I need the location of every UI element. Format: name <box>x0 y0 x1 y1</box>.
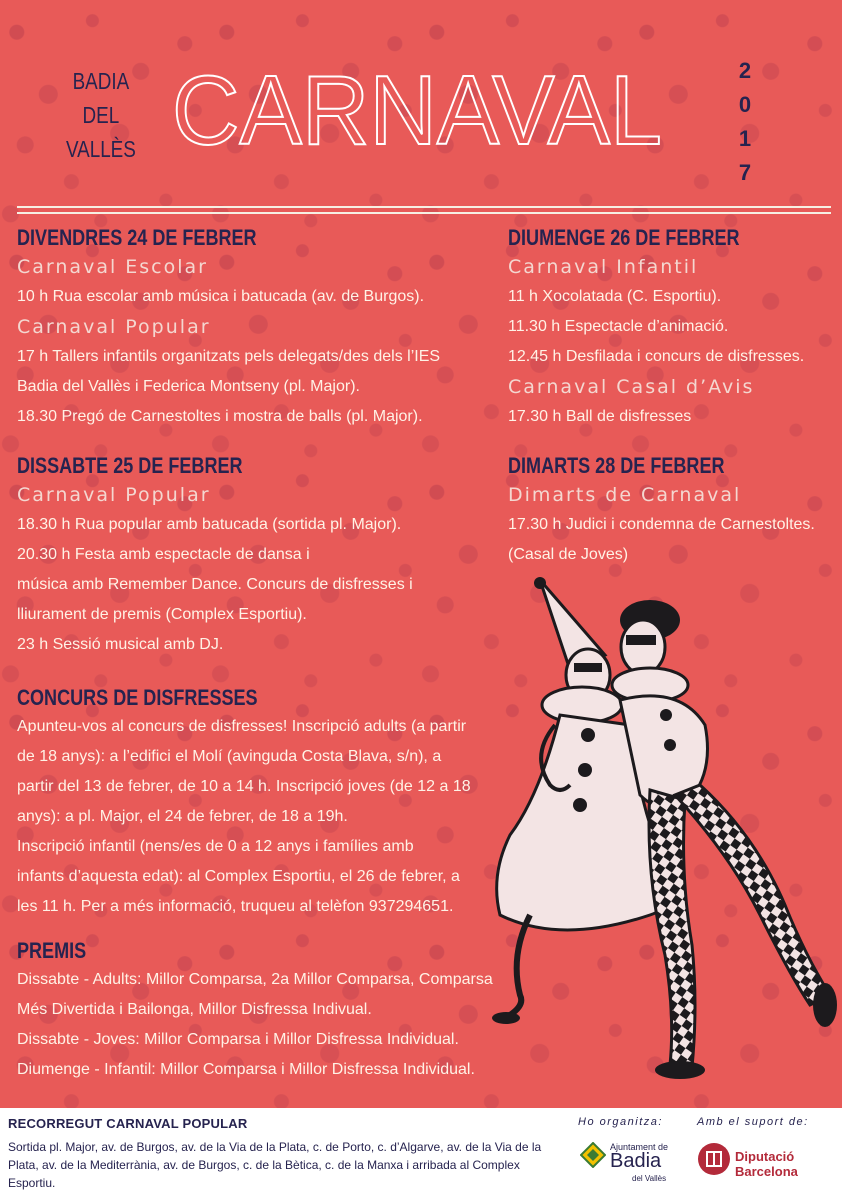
organizer-label: Ho organitza: <box>578 1116 663 1128</box>
support-label: Amb el suport de: <box>697 1116 809 1128</box>
year-digit: 0 <box>738 92 752 117</box>
footer <box>0 1108 842 1191</box>
support-line-2: Barcelona <box>735 1164 798 1179</box>
prizes <box>17 937 493 1085</box>
town-line-3: VALLÈS <box>65 136 136 162</box>
day-heading: DIVENDRES 24 DE FEBRER <box>17 225 257 250</box>
divider-bottom <box>17 212 831 214</box>
day-tuesday <box>508 452 815 570</box>
event-line: 17.30 h Ball de disfresses <box>508 408 692 425</box>
contest-line: les 11 h. Per a més informació, truqueu al telèfon 937294651. <box>17 898 454 915</box>
contest-heading: CONCURS DE DISFRESSES <box>17 685 258 710</box>
event-line: 17 h Tallers infantils organitzats pels delegats/des dels l’IES <box>17 348 441 365</box>
day-heading: DIUMENGE 26 DE FEBRER <box>508 225 740 250</box>
year-digit: 7 <box>738 160 752 185</box>
event-subheading: Carnaval Popular <box>17 316 211 338</box>
event-line: 10 h Rua escolar amb música i batucada (av. de Burgos). <box>17 288 425 305</box>
contest-line: Apunteu-vos al concurs de disfresses! Inscripció adults (a partir <box>17 718 467 735</box>
day-heading: DIMARTS 28 DE FEBRER <box>508 453 725 478</box>
diputacio-barcelona-logo <box>697 1142 798 1181</box>
town-line-2: DEL <box>82 102 120 128</box>
prize-line: Dissabte - Joves: Millor Comparsa i Millor Disfressa Individual. <box>17 1031 459 1048</box>
organizer-small: Ajuntament de <box>610 1142 669 1152</box>
event-line: 11 h Xocolatada (C. Esportiu). <box>508 288 722 305</box>
prize-line: Dissabte - Adults: Millor Comparsa, 2a Millor Comparsa, Comparsa <box>17 971 493 988</box>
contest-line: partir del 13 de febrer, de 10 a 14 h. Inscripció joves (de 12 a 18 <box>17 778 471 795</box>
divider-top <box>17 206 831 208</box>
prizes-heading: PREMIS <box>17 938 87 963</box>
event-line: 18.30 h Rua popular amb batucada (sortida pl. Major). <box>17 516 402 533</box>
event-subheading: Dimarts de Carnaval <box>508 484 742 506</box>
event-line: música amb Remember Dance. Concurs de disfresses i <box>17 576 413 593</box>
event-line: lliurament de premis (Complex Esportiu). <box>17 606 307 623</box>
support-line-1: Diputació <box>735 1149 795 1164</box>
organizer-sub: del Vallès <box>632 1174 667 1183</box>
prize-line: Més Divertida i Bailonga, Millor Disfressa Indivual. <box>17 1001 372 1018</box>
prize-line: Diumenge - Infantil: Millor Comparsa i Millor Disfressa Individual. <box>17 1061 475 1078</box>
event-subheading: Carnaval Casal d’Avis <box>508 376 755 398</box>
pierrot-couple-illustration <box>470 575 840 1100</box>
event-line: (Casal de Joves) <box>508 546 629 563</box>
day-friday <box>17 224 440 432</box>
event-line: 11.30 h Espectacle d’animació. <box>508 318 729 335</box>
ajuntament-badia-logo <box>580 1142 669 1183</box>
day-saturday <box>17 452 413 660</box>
organizer-name: Badia <box>610 1150 662 1172</box>
town-line-1: BADIA <box>72 68 130 94</box>
day-heading: DISSABTE 25 DE FEBRER <box>17 453 243 478</box>
diputacio-emblem-icon <box>697 1142 731 1176</box>
town-name <box>64 64 138 166</box>
event-line: 18.30 Pregó de Carnestoltes i mostra de balls (pl. Major). <box>17 408 423 425</box>
carnaval-title <box>172 66 672 148</box>
contest-line: Inscripció infantil (nens/es de 0 a 12 anys i famílies amb <box>17 838 414 855</box>
year-vertical <box>735 54 755 190</box>
event-line: 20.30 h Festa amb espectacle de dansa i <box>17 546 310 563</box>
event-subheading: Carnaval Infantil <box>508 256 699 278</box>
route-text: Sortida pl. Major, av. de Burgos, av. de la Via de la Plata, c. de Porto, c. d’Algarve, av. de la Via de la Plata, av. de la Mediterrània, av. de Burgos, c. de la Bètica, c. de la Manxa i arribada al Complex Esportiu. <box>8 1140 542 1190</box>
day-sunday <box>508 224 804 432</box>
event-line: 23 h Sessió musical amb DJ. <box>17 636 224 653</box>
costume-contest <box>17 684 471 922</box>
event-line: Badia del Vallès i Federica Montseny (pl. Major). <box>17 378 360 395</box>
carnaval-title-text: CARNAVAL <box>172 66 662 148</box>
year-digit: 2 <box>738 58 752 83</box>
contest-line: anys): a pl. Major, el 24 de febrer, de 18 a 19h. <box>17 808 348 825</box>
contest-line: de 18 anys): a l’edifici el Molí (avinguda Costa Blava, s/n), a <box>17 748 442 765</box>
event-line: 12.45 h Desfilada i concurs de disfresses. <box>508 348 805 365</box>
event-subheading: Carnaval Popular <box>17 484 211 506</box>
badia-emblem-icon <box>580 1142 606 1168</box>
event-line: 17.30 h Judici i condemna de Carnestoltes. <box>508 516 815 533</box>
contest-line: infants d’aquesta edat): al Complex Esportiu, el 26 de febrer, a <box>17 868 460 885</box>
event-subheading: Carnaval Escolar <box>17 256 208 278</box>
year-digit: 1 <box>738 126 752 151</box>
route-title: RECORREGUT CARNAVAL POPULAR <box>8 1116 248 1131</box>
